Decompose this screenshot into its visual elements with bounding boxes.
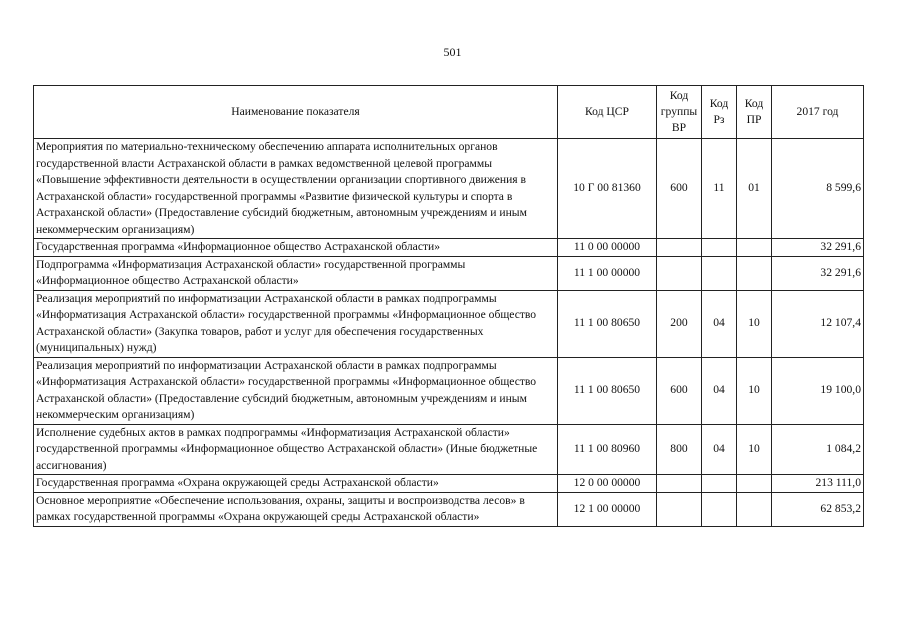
- row-csr: 11 1 00 80650: [558, 290, 657, 357]
- row-vr: 600: [657, 139, 702, 239]
- page-number: 501: [443, 45, 462, 59]
- row-rz: [702, 256, 737, 290]
- row-name: Исполнение судебных актов в рамках подпрограммы «Информатизация Астраханской области» государственной программы «Информационное общество Астраханской области» (Иные бюджетные ассигнования): [34, 424, 558, 475]
- row-csr: 11 1 00 80650: [558, 357, 657, 424]
- row-amount: 32 291,6: [772, 239, 864, 257]
- row-csr: 11 1 00 80960: [558, 424, 657, 475]
- row-name: Мероприятия по материально-техническому обеспечению аппарата исполнительных органов государственной власти Астраханской области в рамках ведомственной целевой программы «Повышение эффективности деятельности в осуществлении организации спортивного движения в Астраханской области» государственной программы «Развитие физической культуры и спорта в Астраханской области» (Предоставление субсидий бюджетным, автономным учреждениям и иным некоммерческим организациям): [34, 139, 558, 239]
- row-rz: 04: [702, 357, 737, 424]
- row-rz: [702, 239, 737, 257]
- table-header-row: [34, 86, 864, 139]
- row-vr: 200: [657, 290, 702, 357]
- row-pr: 10: [737, 290, 772, 357]
- header-pr: Код ПР: [737, 86, 772, 139]
- row-csr: 10 Г 00 81360: [558, 139, 657, 239]
- row-name: Основное мероприятие «Обеспечение использования, охраны, защиты и воспроизводства лесов» в рамках государственной программы «Охрана окружающей среды Астраханской области»: [34, 492, 558, 526]
- header-name: Наименование показателя: [34, 86, 558, 139]
- row-name: Подпрограмма «Информатизация Астраханской области» государственной программы «Информационное общество Астраханской области»: [34, 256, 558, 290]
- row-vr: 800: [657, 424, 702, 475]
- row-vr: 600: [657, 357, 702, 424]
- row-amount: 8 599,6: [772, 139, 864, 239]
- row-pr: [737, 239, 772, 257]
- table-row: [34, 239, 864, 257]
- row-pr: [737, 475, 772, 493]
- row-pr: 01: [737, 139, 772, 239]
- row-vr: [657, 492, 702, 526]
- row-amount: 32 291,6: [772, 256, 864, 290]
- row-rz: [702, 475, 737, 493]
- row-amount: 12 107,4: [772, 290, 864, 357]
- row-amount: 213 111,0: [772, 475, 864, 493]
- header-vr: Код группы ВР: [657, 86, 702, 139]
- row-pr: [737, 492, 772, 526]
- row-rz: 11: [702, 139, 737, 239]
- row-csr: 11 1 00 00000: [558, 256, 657, 290]
- row-csr: 12 1 00 00000: [558, 492, 657, 526]
- row-csr: 11 0 00 00000: [558, 239, 657, 257]
- row-rz: [702, 492, 737, 526]
- row-pr: [737, 256, 772, 290]
- table-row: [34, 290, 864, 357]
- row-amount: 1 084,2: [772, 424, 864, 475]
- table-row: [34, 139, 864, 239]
- row-vr: [657, 239, 702, 257]
- budget-table: [33, 85, 864, 527]
- table-row: [34, 492, 864, 526]
- row-csr: 12 0 00 00000: [558, 475, 657, 493]
- row-amount: 19 100,0: [772, 357, 864, 424]
- row-amount: 62 853,2: [772, 492, 864, 526]
- row-rz: 04: [702, 290, 737, 357]
- row-name: Государственная программа «Охрана окружающей среды Астраханской области»: [34, 475, 558, 493]
- row-vr: [657, 256, 702, 290]
- row-rz: 04: [702, 424, 737, 475]
- row-name: Государственная программа «Информационное общество Астраханской области»: [34, 239, 558, 257]
- row-pr: 10: [737, 424, 772, 475]
- row-pr: 10: [737, 357, 772, 424]
- table-row: [34, 357, 864, 424]
- table-row: [34, 256, 864, 290]
- table-row: [34, 475, 864, 493]
- row-name: Реализация мероприятий по информатизации Астраханской области в рамках подпрограммы «Информатизация Астраханской области» государственной программы «Информационное общество Астраханской области» (Закупка товаров, работ и услуг для обеспечения государственных (муниципальных) нужд): [34, 290, 558, 357]
- header-csr: Код ЦСР: [558, 86, 657, 139]
- table-row: [34, 424, 864, 475]
- row-vr: [657, 475, 702, 493]
- header-year: 2017 год: [772, 86, 864, 139]
- row-name: Реализация мероприятий по информатизации Астраханской области в рамках подпрограммы «Информатизация Астраханской области» государственной программы «Информационное общество Астраханской области» (Предоставление субсидий бюджетным, автономным учреждениям и иным некоммерческим организациям): [34, 357, 558, 424]
- header-rz: Код Рз: [702, 86, 737, 139]
